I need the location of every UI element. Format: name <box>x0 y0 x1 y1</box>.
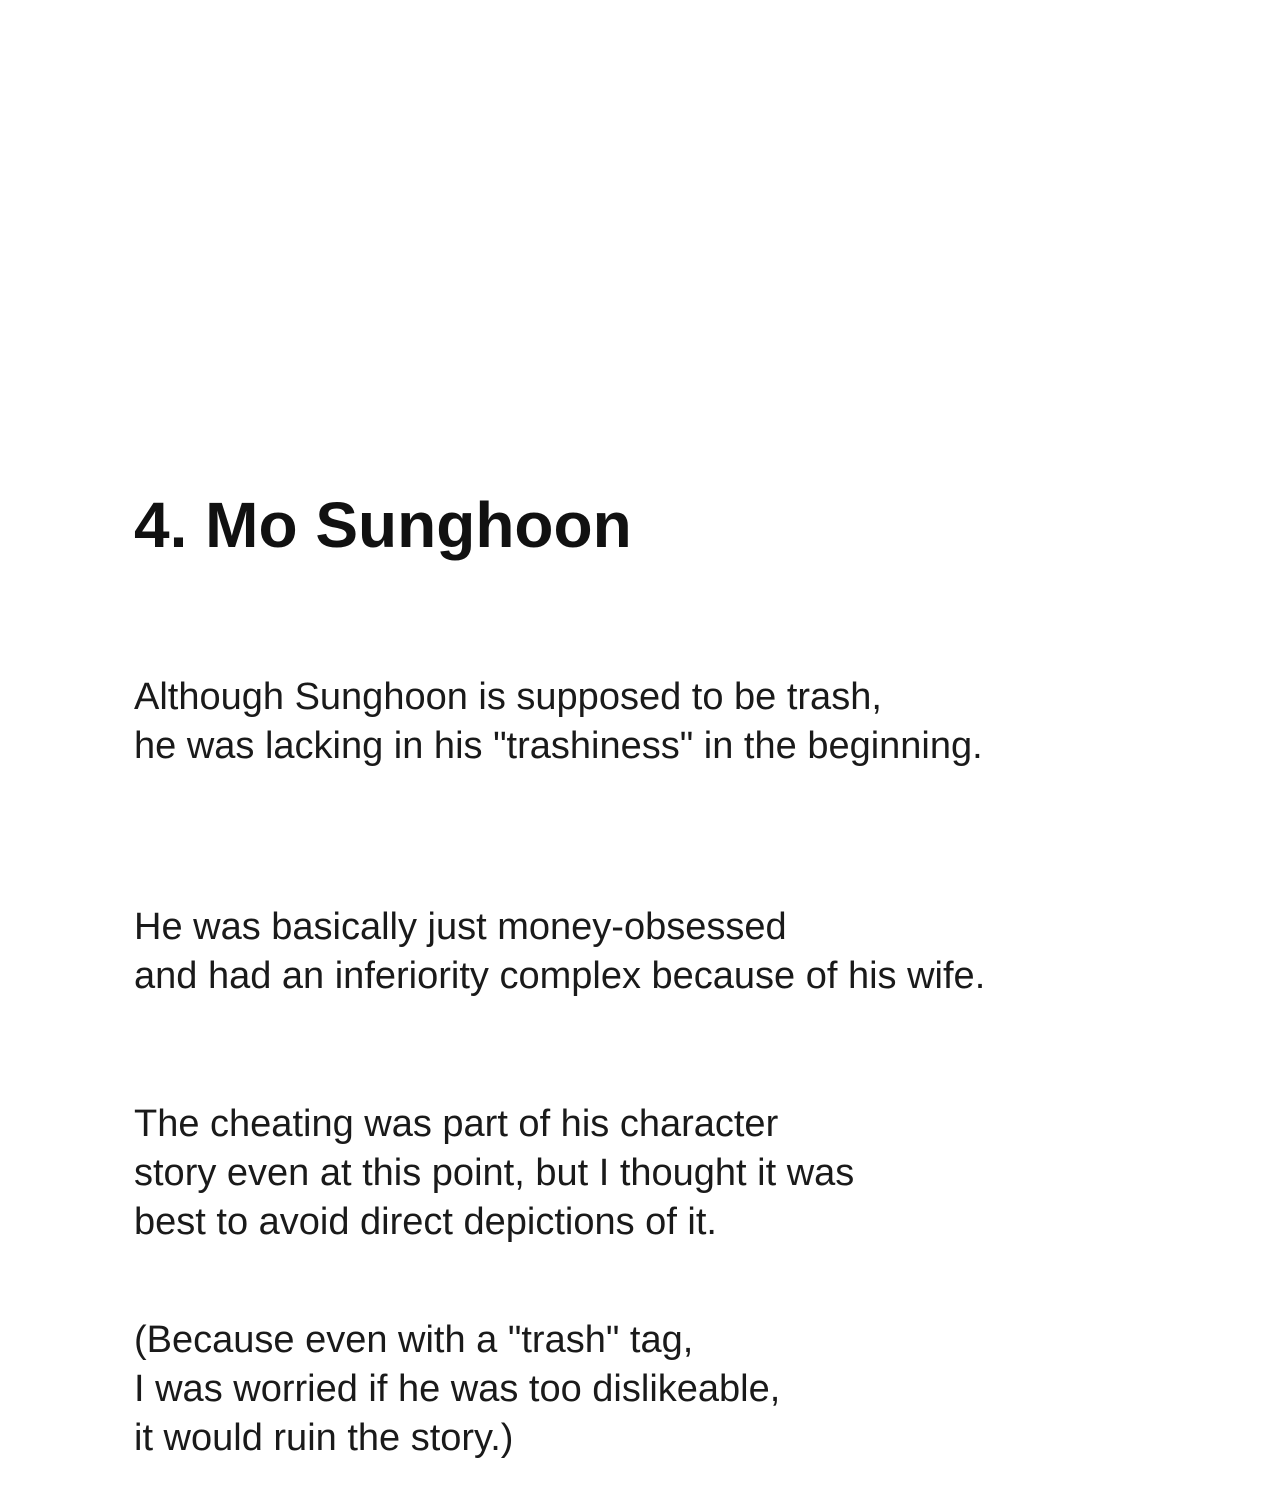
section-title: 4. Mo Sunghoon <box>134 489 632 561</box>
text-line: (Because even with a "trash" tag, <box>134 1319 694 1361</box>
paragraph <box>134 673 983 771</box>
paragraph <box>134 1100 854 1247</box>
paragraph <box>134 1316 780 1463</box>
paragraph <box>134 903 985 1001</box>
text-line: story even at this point, but I thought it was <box>134 1152 855 1194</box>
text-line: he was lacking in his "trashiness" in the beginning. <box>134 725 983 767</box>
text-line: best to avoid direct depictions of it. <box>134 1201 717 1243</box>
text-line: He was basically just money-obsessed <box>134 906 787 948</box>
text-line: I was worried if he was too dislikeable, <box>134 1368 781 1410</box>
text-line: Although Sunghoon is supposed to be trash, <box>134 676 882 718</box>
text-line: and had an inferiority complex because of his wife. <box>134 955 986 997</box>
text-line: The cheating was part of his character <box>134 1103 779 1145</box>
text-line: it would ruin the story.) <box>134 1417 514 1459</box>
